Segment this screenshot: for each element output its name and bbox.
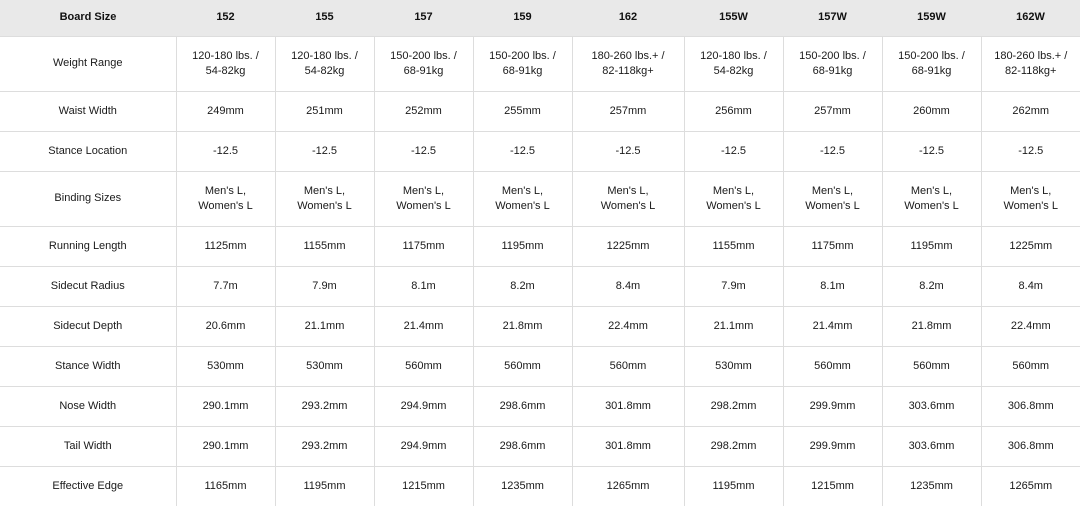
- table-cell: [572, 171, 684, 226]
- cell-line: 54-82kg: [304, 64, 345, 77]
- table-cell: 1195mm: [684, 466, 783, 506]
- table-cell: [981, 36, 1080, 91]
- table-cell: 1225mm: [981, 226, 1080, 266]
- cell-line: Men's L,: [811, 184, 854, 197]
- table-cell: [572, 36, 684, 91]
- table-cell: 530mm: [176, 346, 275, 386]
- row-label: Waist Width: [0, 91, 176, 131]
- table-cell: -12.5: [473, 131, 572, 171]
- cell-line: 150-200 lbs. /: [390, 49, 457, 62]
- table-row-sidecut-radius: [0, 266, 1080, 306]
- table-row-stance-location: [0, 131, 1080, 171]
- cell-line: Women's L: [297, 199, 352, 212]
- table-cell: 1195mm: [275, 466, 374, 506]
- table-cell: 299.9mm: [783, 426, 882, 466]
- cell-line: Men's L,: [303, 184, 346, 197]
- table-cell: 1235mm: [473, 466, 572, 506]
- table-cell: 8.1m: [783, 266, 882, 306]
- header-row: [0, 0, 1080, 36]
- table-cell: [275, 171, 374, 226]
- table-row-waist-width: [0, 91, 1080, 131]
- cell-line: Women's L: [396, 199, 451, 212]
- table-cell: 298.6mm: [473, 386, 572, 426]
- cell-line: 120-180 lbs. /: [192, 49, 259, 62]
- size-header: 159: [513, 11, 532, 24]
- table-cell: 257mm: [783, 91, 882, 131]
- table-cell: 21.1mm: [275, 306, 374, 346]
- cell-line: 150-200 lbs. /: [898, 49, 965, 62]
- table-cell: 306.8mm: [981, 386, 1080, 426]
- cell-line: 68-91kg: [911, 64, 952, 77]
- table-cell: 1125mm: [176, 226, 275, 266]
- table-cell: 1215mm: [783, 466, 882, 506]
- cell-line: 120-180 lbs. /: [291, 49, 358, 62]
- row-label: Stance Width: [0, 346, 176, 386]
- table-cell: 7.7m: [176, 266, 275, 306]
- table-cell: 21.8mm: [882, 306, 981, 346]
- table-cell: 256mm: [684, 91, 783, 131]
- table-cell: 298.6mm: [473, 426, 572, 466]
- table-cell: [783, 36, 882, 91]
- size-header: 155: [315, 11, 334, 24]
- table-cell: 8.2m: [473, 266, 572, 306]
- cell-line: 54-82kg: [205, 64, 246, 77]
- table-row-sidecut-depth: [0, 306, 1080, 346]
- table-row-nose-width: [0, 386, 1080, 426]
- table-cell: 1215mm: [374, 466, 473, 506]
- cell-line: 82-118kg+: [602, 64, 654, 77]
- table-cell: 301.8mm: [572, 386, 684, 426]
- table-cell: 8.2m: [882, 266, 981, 306]
- size-header: 157: [414, 11, 433, 24]
- table-cell: 560mm: [473, 346, 572, 386]
- size-header: 152: [216, 11, 235, 24]
- table-cell: [882, 171, 981, 226]
- table-cell: 298.2mm: [684, 426, 783, 466]
- cell-line: Men's L,: [402, 184, 445, 197]
- table-cell: 21.4mm: [783, 306, 882, 346]
- cell-line: Women's L: [706, 199, 761, 212]
- table-row-binding-sizes: [0, 171, 1080, 226]
- row-label: Nose Width: [0, 386, 176, 426]
- table-row-weight-range: [0, 36, 1080, 91]
- cell-line: 150-200 lbs. /: [799, 49, 866, 62]
- row-label: Effective Edge: [0, 466, 176, 506]
- cell-line: 54-82kg: [713, 64, 754, 77]
- cell-line: Men's L,: [204, 184, 247, 197]
- header-label: Board Size: [59, 11, 117, 24]
- table-cell: -12.5: [684, 131, 783, 171]
- table-cell: 251mm: [275, 91, 374, 131]
- table-cell: 293.2mm: [275, 426, 374, 466]
- row-label: Running Length: [0, 226, 176, 266]
- row-label: Sidecut Depth: [0, 306, 176, 346]
- cell-line: 180-260 lbs.+ /: [591, 49, 665, 62]
- cell-line: 68-91kg: [403, 64, 444, 77]
- cell-line: 180-260 lbs.+ /: [994, 49, 1068, 62]
- table-cell: [783, 171, 882, 226]
- table-cell: -12.5: [783, 131, 882, 171]
- table-cell: -12.5: [882, 131, 981, 171]
- table-cell: 1225mm: [572, 226, 684, 266]
- table-cell: 1265mm: [572, 466, 684, 506]
- table-cell: 260mm: [882, 91, 981, 131]
- table-cell: 306.8mm: [981, 426, 1080, 466]
- table-cell: 1155mm: [684, 226, 783, 266]
- table-cell: [176, 171, 275, 226]
- cell-line: Women's L: [495, 199, 550, 212]
- table-cell: [374, 36, 473, 91]
- table-cell: 8.4m: [572, 266, 684, 306]
- table-row-stance-width: [0, 346, 1080, 386]
- table-cell: -12.5: [572, 131, 684, 171]
- cell-line: Men's L,: [501, 184, 544, 197]
- table-cell: 298.2mm: [684, 386, 783, 426]
- table-cell: 22.4mm: [981, 306, 1080, 346]
- table-cell: 262mm: [981, 91, 1080, 131]
- table-cell: 560mm: [981, 346, 1080, 386]
- cell-line: 82-118kg+: [1005, 64, 1057, 77]
- table-cell: [473, 36, 572, 91]
- size-header: 155W: [719, 11, 748, 24]
- size-header: 159W: [917, 11, 946, 24]
- table-cell: 252mm: [374, 91, 473, 131]
- size-header: 157W: [818, 11, 847, 24]
- table-cell: 560mm: [374, 346, 473, 386]
- table-cell: 290.1mm: [176, 386, 275, 426]
- table-cell: [176, 36, 275, 91]
- table-row-tail-width: [0, 426, 1080, 466]
- cell-line: Women's L: [600, 199, 656, 212]
- table-cell: [275, 36, 374, 91]
- table-row-effective-edge: [0, 466, 1080, 506]
- table-cell: 299.9mm: [783, 386, 882, 426]
- table-cell: 257mm: [572, 91, 684, 131]
- row-label: Tail Width: [0, 426, 176, 466]
- table-cell: 1165mm: [176, 466, 275, 506]
- table-cell: 294.9mm: [374, 426, 473, 466]
- table-cell: 1155mm: [275, 226, 374, 266]
- cell-line: Men's L,: [607, 184, 649, 197]
- table-cell: [684, 171, 783, 226]
- table-cell: 1195mm: [882, 226, 981, 266]
- cell-line: Men's L,: [712, 184, 755, 197]
- table-cell: 294.9mm: [374, 386, 473, 426]
- table-cell: 1265mm: [981, 466, 1080, 506]
- cell-line: 150-200 lbs. /: [489, 49, 556, 62]
- table-row-running-length: [0, 226, 1080, 266]
- cell-line: Men's L,: [910, 184, 953, 197]
- cell-line: Men's L,: [1010, 184, 1052, 197]
- table-cell: 255mm: [473, 91, 572, 131]
- cell-line: Women's L: [904, 199, 959, 212]
- table-cell: 1195mm: [473, 226, 572, 266]
- table-cell: 303.6mm: [882, 386, 981, 426]
- row-label: Binding Sizes: [0, 171, 176, 226]
- table-cell: 8.1m: [374, 266, 473, 306]
- table-cell: 21.8mm: [473, 306, 572, 346]
- table-cell: [981, 171, 1080, 226]
- size-header: 162W: [1016, 11, 1045, 24]
- table-cell: 249mm: [176, 91, 275, 131]
- table-cell: 1175mm: [783, 226, 882, 266]
- row-label: Sidecut Radius: [0, 266, 176, 306]
- cell-line: Women's L: [1003, 199, 1058, 212]
- table-cell: 560mm: [882, 346, 981, 386]
- table-cell: 303.6mm: [882, 426, 981, 466]
- row-label: Stance Location: [0, 131, 176, 171]
- table-cell: [882, 36, 981, 91]
- table-cell: 293.2mm: [275, 386, 374, 426]
- table-cell: 20.6mm: [176, 306, 275, 346]
- cell-line: 68-91kg: [812, 64, 853, 77]
- table-cell: [684, 36, 783, 91]
- table-cell: 530mm: [684, 346, 783, 386]
- table-cell: [374, 171, 473, 226]
- cell-line: 120-180 lbs. /: [700, 49, 767, 62]
- table-cell: 21.1mm: [684, 306, 783, 346]
- table-cell: 7.9m: [684, 266, 783, 306]
- table-cell: 22.4mm: [572, 306, 684, 346]
- table-cell: -12.5: [176, 131, 275, 171]
- table-cell: 560mm: [572, 346, 684, 386]
- table-cell: 7.9m: [275, 266, 374, 306]
- cell-line: 68-91kg: [502, 64, 543, 77]
- table-cell: [473, 171, 572, 226]
- table-cell: 290.1mm: [176, 426, 275, 466]
- size-header: 162: [618, 11, 638, 24]
- table-cell: 8.4m: [981, 266, 1080, 306]
- cell-line: Women's L: [805, 199, 860, 212]
- table-cell: 560mm: [783, 346, 882, 386]
- table-cell: 1235mm: [882, 466, 981, 506]
- table-cell: -12.5: [981, 131, 1080, 171]
- table-cell: 1175mm: [374, 226, 473, 266]
- table-cell: 301.8mm: [572, 426, 684, 466]
- table-cell: -12.5: [374, 131, 473, 171]
- table-cell: 530mm: [275, 346, 374, 386]
- row-label: Weight Range: [0, 36, 176, 91]
- table-cell: -12.5: [275, 131, 374, 171]
- cell-line: Women's L: [198, 199, 253, 212]
- table-cell: 21.4mm: [374, 306, 473, 346]
